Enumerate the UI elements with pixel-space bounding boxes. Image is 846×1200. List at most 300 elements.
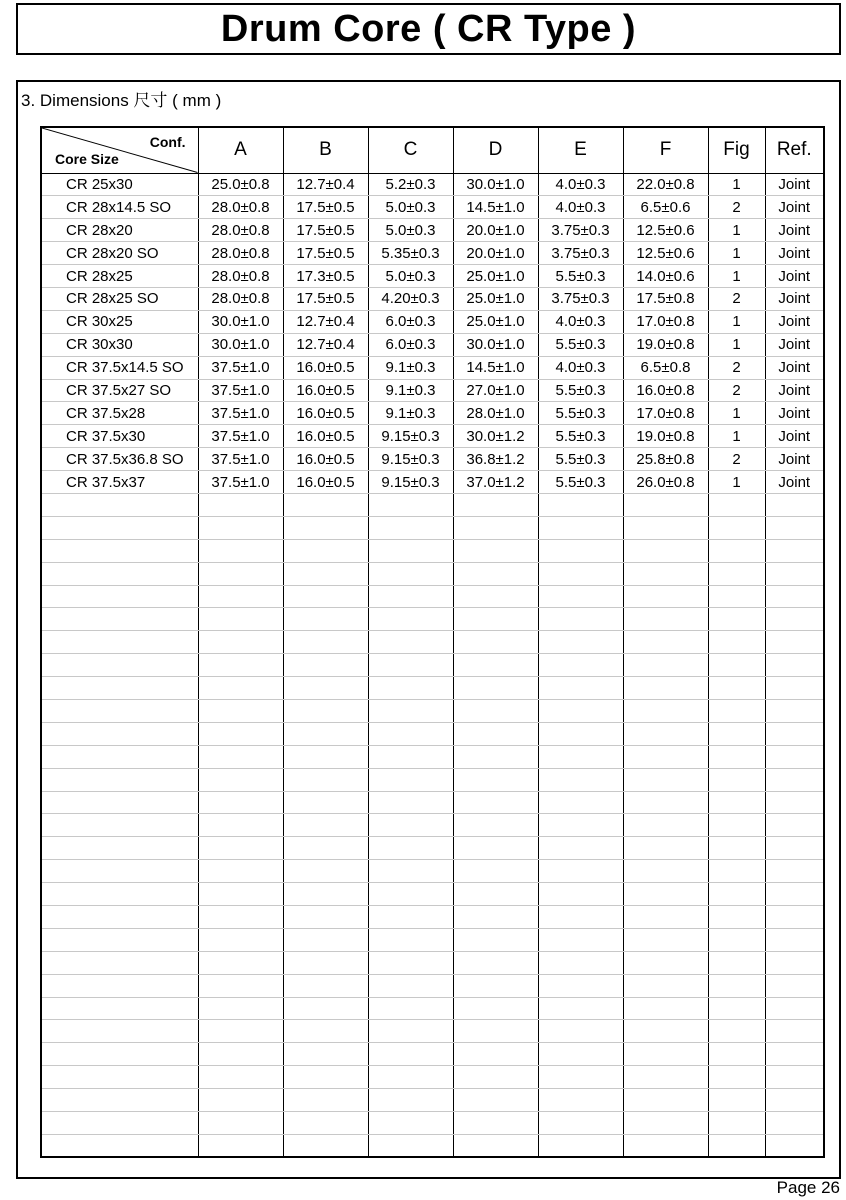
empty-cell — [41, 722, 198, 745]
empty-cell — [623, 883, 708, 906]
core-size-cell: CR 28x20 SO — [41, 242, 198, 265]
empty-cell — [623, 906, 708, 929]
table-row — [41, 402, 824, 425]
empty-table-row — [41, 814, 824, 837]
core-size-cell: CR 37.5x27 SO — [41, 379, 198, 402]
table-cell: 37.5±1.0 — [198, 471, 283, 494]
empty-cell — [283, 677, 368, 700]
empty-cell — [41, 677, 198, 700]
empty-table-row — [41, 1089, 824, 1112]
empty-cell — [708, 608, 765, 631]
table-cell: 4.0±0.3 — [538, 310, 623, 333]
empty-cell — [453, 997, 538, 1020]
empty-cell — [41, 928, 198, 951]
empty-cell — [198, 631, 283, 654]
empty-cell — [708, 768, 765, 791]
empty-cell — [708, 791, 765, 814]
empty-cell — [538, 516, 623, 539]
empty-cell — [453, 608, 538, 631]
table-cell: 1 — [708, 265, 765, 288]
empty-cell — [41, 951, 198, 974]
empty-cell — [368, 631, 453, 654]
table-cell: 20.0±1.0 — [453, 242, 538, 265]
table-cell: 28.0±0.8 — [198, 219, 283, 242]
empty-cell — [623, 1134, 708, 1157]
table-cell: 30.0±1.0 — [198, 310, 283, 333]
table-cell: 17.5±0.5 — [283, 219, 368, 242]
empty-cell — [41, 699, 198, 722]
empty-cell — [538, 654, 623, 677]
table-cell: 1 — [708, 402, 765, 425]
empty-cell — [198, 791, 283, 814]
empty-cell — [623, 562, 708, 585]
empty-cell — [283, 654, 368, 677]
empty-cell — [198, 883, 283, 906]
empty-cell — [765, 791, 824, 814]
core-size-cell: CR 30x25 — [41, 310, 198, 333]
table-cell: 6.5±0.8 — [623, 356, 708, 379]
empty-cell — [283, 1020, 368, 1043]
empty-cell — [453, 493, 538, 516]
table-cell: 25.0±1.0 — [453, 310, 538, 333]
empty-cell — [708, 722, 765, 745]
empty-cell — [765, 608, 824, 631]
empty-cell — [453, 539, 538, 562]
empty-cell — [453, 631, 538, 654]
table-cell: 17.5±0.5 — [283, 242, 368, 265]
empty-cell — [623, 860, 708, 883]
empty-cell — [41, 585, 198, 608]
empty-cell — [623, 1112, 708, 1135]
table-row — [41, 448, 824, 471]
core-size-cell: CR 28x14.5 SO — [41, 196, 198, 219]
empty-cell — [283, 608, 368, 631]
empty-cell — [198, 562, 283, 585]
empty-cell — [708, 677, 765, 700]
empty-cell — [708, 654, 765, 677]
empty-table-row — [41, 1112, 824, 1135]
table-cell: 1 — [708, 242, 765, 265]
empty-cell — [198, 1043, 283, 1066]
table-cell: 12.7±0.4 — [283, 333, 368, 356]
empty-cell — [368, 516, 453, 539]
empty-cell — [368, 608, 453, 631]
table-cell: 5.0±0.3 — [368, 265, 453, 288]
empty-cell — [368, 654, 453, 677]
empty-cell — [538, 539, 623, 562]
table-cell: Joint — [765, 379, 824, 402]
empty-cell — [538, 951, 623, 974]
empty-cell — [453, 516, 538, 539]
table-cell: Joint — [765, 173, 824, 196]
empty-cell — [198, 585, 283, 608]
table-cell: 14.0±0.6 — [623, 265, 708, 288]
table-cell: 17.0±0.8 — [623, 310, 708, 333]
empty-cell — [765, 654, 824, 677]
empty-cell — [41, 997, 198, 1020]
header-corner-cell — [41, 127, 198, 173]
table-cell: 17.0±0.8 — [623, 402, 708, 425]
empty-cell — [708, 814, 765, 837]
table-cell: 17.3±0.5 — [283, 265, 368, 288]
empty-cell — [368, 1020, 453, 1043]
empty-cell — [623, 1020, 708, 1043]
empty-cell — [453, 1020, 538, 1043]
empty-cell — [453, 1043, 538, 1066]
empty-cell — [765, 883, 824, 906]
empty-cell — [283, 791, 368, 814]
table-cell: Joint — [765, 265, 824, 288]
empty-cell — [623, 1089, 708, 1112]
empty-cell — [538, 1066, 623, 1089]
empty-cell — [538, 585, 623, 608]
empty-table-row — [41, 883, 824, 906]
table-cell: 27.0±1.0 — [453, 379, 538, 402]
table-cell: 37.5±1.0 — [198, 425, 283, 448]
empty-cell — [538, 791, 623, 814]
empty-cell — [283, 974, 368, 997]
section-heading: 3. Dimensions 尺寸 ( mm ) — [21, 91, 222, 110]
empty-cell — [453, 745, 538, 768]
empty-cell — [283, 860, 368, 883]
empty-cell — [538, 860, 623, 883]
table-cell: 30.0±1.2 — [453, 425, 538, 448]
table-cell: 3.75±0.3 — [538, 219, 623, 242]
table-cell: 1 — [708, 219, 765, 242]
empty-cell — [453, 585, 538, 608]
empty-cell — [198, 539, 283, 562]
table-cell: 19.0±0.8 — [623, 425, 708, 448]
table-cell: 9.1±0.3 — [368, 356, 453, 379]
table-cell: 37.5±1.0 — [198, 379, 283, 402]
table-cell: Joint — [765, 356, 824, 379]
table-header-row — [41, 127, 824, 173]
core-size-cell: CR 37.5x36.8 SO — [41, 448, 198, 471]
empty-cell — [283, 493, 368, 516]
table-cell: 16.0±0.5 — [283, 448, 368, 471]
empty-cell — [198, 997, 283, 1020]
empty-cell — [368, 539, 453, 562]
empty-cell — [283, 883, 368, 906]
empty-table-row — [41, 1043, 824, 1066]
empty-cell — [623, 791, 708, 814]
table-cell: 5.5±0.3 — [538, 265, 623, 288]
empty-table-row — [41, 608, 824, 631]
table-cell: 1 — [708, 425, 765, 448]
empty-cell — [368, 585, 453, 608]
table-row — [41, 310, 824, 333]
empty-cell — [623, 1043, 708, 1066]
table-cell: 37.5±1.0 — [198, 356, 283, 379]
empty-cell — [368, 814, 453, 837]
empty-cell — [765, 860, 824, 883]
empty-cell — [765, 539, 824, 562]
empty-cell — [623, 608, 708, 631]
empty-cell — [765, 493, 824, 516]
empty-cell — [453, 860, 538, 883]
table-cell: 26.0±0.8 — [623, 471, 708, 494]
empty-cell — [368, 928, 453, 951]
table-cell: 5.5±0.3 — [538, 471, 623, 494]
empty-cell — [765, 699, 824, 722]
empty-cell — [765, 1020, 824, 1043]
empty-cell — [453, 677, 538, 700]
core-size-cell: CR 37.5x28 — [41, 402, 198, 425]
empty-cell — [765, 837, 824, 860]
empty-table-row — [41, 1020, 824, 1043]
empty-table-row — [41, 722, 824, 745]
empty-cell — [765, 677, 824, 700]
empty-cell — [623, 814, 708, 837]
core-size-cell: CR 37.5x14.5 SO — [41, 356, 198, 379]
empty-cell — [765, 1134, 824, 1157]
empty-cell — [623, 539, 708, 562]
empty-cell — [41, 516, 198, 539]
empty-cell — [41, 814, 198, 837]
page-title: Drum Core ( CR Type ) — [220, 7, 637, 50]
empty-cell — [538, 768, 623, 791]
empty-cell — [765, 562, 824, 585]
column-header-e: E — [538, 127, 623, 173]
table-row — [41, 471, 824, 494]
table-cell: 25.8±0.8 — [623, 448, 708, 471]
table-cell: 30.0±1.0 — [198, 333, 283, 356]
empty-cell — [283, 951, 368, 974]
empty-cell — [623, 677, 708, 700]
table-cell: 9.1±0.3 — [368, 379, 453, 402]
empty-cell — [765, 951, 824, 974]
table-body — [41, 173, 824, 1157]
table-cell: 5.5±0.3 — [538, 448, 623, 471]
empty-cell — [453, 928, 538, 951]
table-cell: 3.75±0.3 — [538, 287, 623, 310]
core-size-cell: CR 28x25 SO — [41, 287, 198, 310]
empty-table-row — [41, 974, 824, 997]
empty-cell — [368, 951, 453, 974]
empty-cell — [708, 699, 765, 722]
empty-cell — [765, 1043, 824, 1066]
page-number: Page 26 — [776, 1178, 840, 1197]
core-size-cell: CR 30x30 — [41, 333, 198, 356]
empty-table-row — [41, 928, 824, 951]
empty-table-row — [41, 791, 824, 814]
table-cell: 9.15±0.3 — [368, 471, 453, 494]
empty-cell — [708, 539, 765, 562]
empty-cell — [41, 974, 198, 997]
table-cell: 37.0±1.2 — [453, 471, 538, 494]
empty-cell — [623, 654, 708, 677]
empty-table-row — [41, 860, 824, 883]
table-cell: Joint — [765, 219, 824, 242]
empty-cell — [453, 1134, 538, 1157]
empty-cell — [623, 951, 708, 974]
table-cell: 4.0±0.3 — [538, 173, 623, 196]
empty-cell — [623, 1066, 708, 1089]
empty-cell — [283, 1066, 368, 1089]
empty-cell — [538, 1134, 623, 1157]
empty-cell — [368, 1066, 453, 1089]
empty-cell — [623, 997, 708, 1020]
table-row — [41, 287, 824, 310]
table-cell: 12.5±0.6 — [623, 219, 708, 242]
empty-cell — [283, 631, 368, 654]
table-cell: 28.0±0.8 — [198, 287, 283, 310]
empty-cell — [453, 791, 538, 814]
content-frame — [16, 80, 841, 1179]
empty-table-row — [41, 699, 824, 722]
table-cell: 5.2±0.3 — [368, 173, 453, 196]
empty-cell — [283, 928, 368, 951]
table-row — [41, 265, 824, 288]
empty-cell — [708, 974, 765, 997]
empty-cell — [368, 677, 453, 700]
empty-cell — [283, 1112, 368, 1135]
table-cell: 1 — [708, 310, 765, 333]
empty-cell — [41, 654, 198, 677]
empty-cell — [453, 1112, 538, 1135]
column-header-fig: Fig — [708, 127, 765, 173]
empty-cell — [198, 1066, 283, 1089]
empty-cell — [765, 745, 824, 768]
table-cell: 2 — [708, 448, 765, 471]
empty-cell — [453, 951, 538, 974]
empty-cell — [283, 562, 368, 585]
empty-cell — [623, 745, 708, 768]
table-cell: 20.0±1.0 — [453, 219, 538, 242]
empty-cell — [538, 1112, 623, 1135]
empty-cell — [538, 974, 623, 997]
empty-cell — [623, 768, 708, 791]
column-header-a: A — [198, 127, 283, 173]
empty-cell — [368, 1112, 453, 1135]
empty-cell — [765, 1112, 824, 1135]
empty-cell — [538, 562, 623, 585]
table-cell: 5.5±0.3 — [538, 333, 623, 356]
empty-cell — [708, 493, 765, 516]
empty-cell — [41, 1020, 198, 1043]
empty-cell — [453, 837, 538, 860]
empty-cell — [41, 745, 198, 768]
empty-cell — [453, 654, 538, 677]
empty-cell — [623, 722, 708, 745]
empty-cell — [41, 608, 198, 631]
core-size-cell: CR 28x20 — [41, 219, 198, 242]
empty-cell — [368, 906, 453, 929]
empty-cell — [538, 493, 623, 516]
table-cell: 28.0±0.8 — [198, 196, 283, 219]
empty-cell — [41, 768, 198, 791]
empty-table-row — [41, 1134, 824, 1157]
empty-cell — [41, 883, 198, 906]
table-cell: Joint — [765, 471, 824, 494]
table-cell: 16.0±0.5 — [283, 402, 368, 425]
table-cell: 5.0±0.3 — [368, 219, 453, 242]
empty-cell — [198, 608, 283, 631]
empty-table-row — [41, 837, 824, 860]
empty-cell — [198, 699, 283, 722]
empty-table-row — [41, 677, 824, 700]
table-row — [41, 196, 824, 219]
empty-cell — [283, 1043, 368, 1066]
table-cell: Joint — [765, 448, 824, 471]
empty-cell — [41, 493, 198, 516]
table-cell: 30.0±1.0 — [453, 173, 538, 196]
table-cell: 9.15±0.3 — [368, 448, 453, 471]
empty-table-row — [41, 768, 824, 791]
empty-cell — [283, 539, 368, 562]
empty-cell — [453, 814, 538, 837]
table-cell: 4.20±0.3 — [368, 287, 453, 310]
empty-cell — [198, 516, 283, 539]
empty-cell — [368, 699, 453, 722]
empty-cell — [538, 631, 623, 654]
table-cell: Joint — [765, 333, 824, 356]
empty-cell — [623, 631, 708, 654]
empty-cell — [765, 722, 824, 745]
empty-cell — [453, 906, 538, 929]
empty-cell — [765, 631, 824, 654]
empty-cell — [708, 1112, 765, 1135]
table-cell: 2 — [708, 287, 765, 310]
empty-table-row — [41, 562, 824, 585]
table-row — [41, 219, 824, 242]
empty-cell — [765, 585, 824, 608]
empty-cell — [368, 791, 453, 814]
table-cell: 16.0±0.5 — [283, 471, 368, 494]
empty-cell — [453, 1066, 538, 1089]
table-cell: 5.5±0.3 — [538, 379, 623, 402]
empty-table-row — [41, 951, 824, 974]
empty-cell — [368, 1089, 453, 1112]
table-cell: 9.15±0.3 — [368, 425, 453, 448]
empty-cell — [765, 997, 824, 1020]
table-cell: 30.0±1.0 — [453, 333, 538, 356]
header-conf-label: Conf. — [149, 134, 186, 150]
table-cell: 5.35±0.3 — [368, 242, 453, 265]
empty-cell — [538, 837, 623, 860]
empty-cell — [41, 1112, 198, 1135]
empty-cell — [453, 1089, 538, 1112]
empty-cell — [41, 631, 198, 654]
table-cell: 25.0±1.0 — [453, 265, 538, 288]
empty-cell — [41, 1089, 198, 1112]
empty-cell — [453, 974, 538, 997]
table-row — [41, 425, 824, 448]
table-cell: Joint — [765, 425, 824, 448]
empty-cell — [538, 883, 623, 906]
empty-table-row — [41, 585, 824, 608]
empty-cell — [538, 906, 623, 929]
column-header-b: B — [283, 127, 368, 173]
empty-cell — [41, 1043, 198, 1066]
empty-cell — [41, 562, 198, 585]
empty-cell — [283, 1089, 368, 1112]
table-cell: 3.75±0.3 — [538, 242, 623, 265]
empty-cell — [283, 768, 368, 791]
empty-cell — [283, 814, 368, 837]
empty-table-row — [41, 1066, 824, 1089]
table-cell: 28.0±0.8 — [198, 265, 283, 288]
empty-cell — [368, 722, 453, 745]
table-cell: 28.0±1.0 — [453, 402, 538, 425]
empty-cell — [283, 699, 368, 722]
empty-cell — [623, 585, 708, 608]
empty-cell — [453, 768, 538, 791]
table-cell: 5.5±0.3 — [538, 402, 623, 425]
empty-cell — [538, 997, 623, 1020]
table-cell: 25.0±0.8 — [198, 173, 283, 196]
empty-cell — [708, 1020, 765, 1043]
